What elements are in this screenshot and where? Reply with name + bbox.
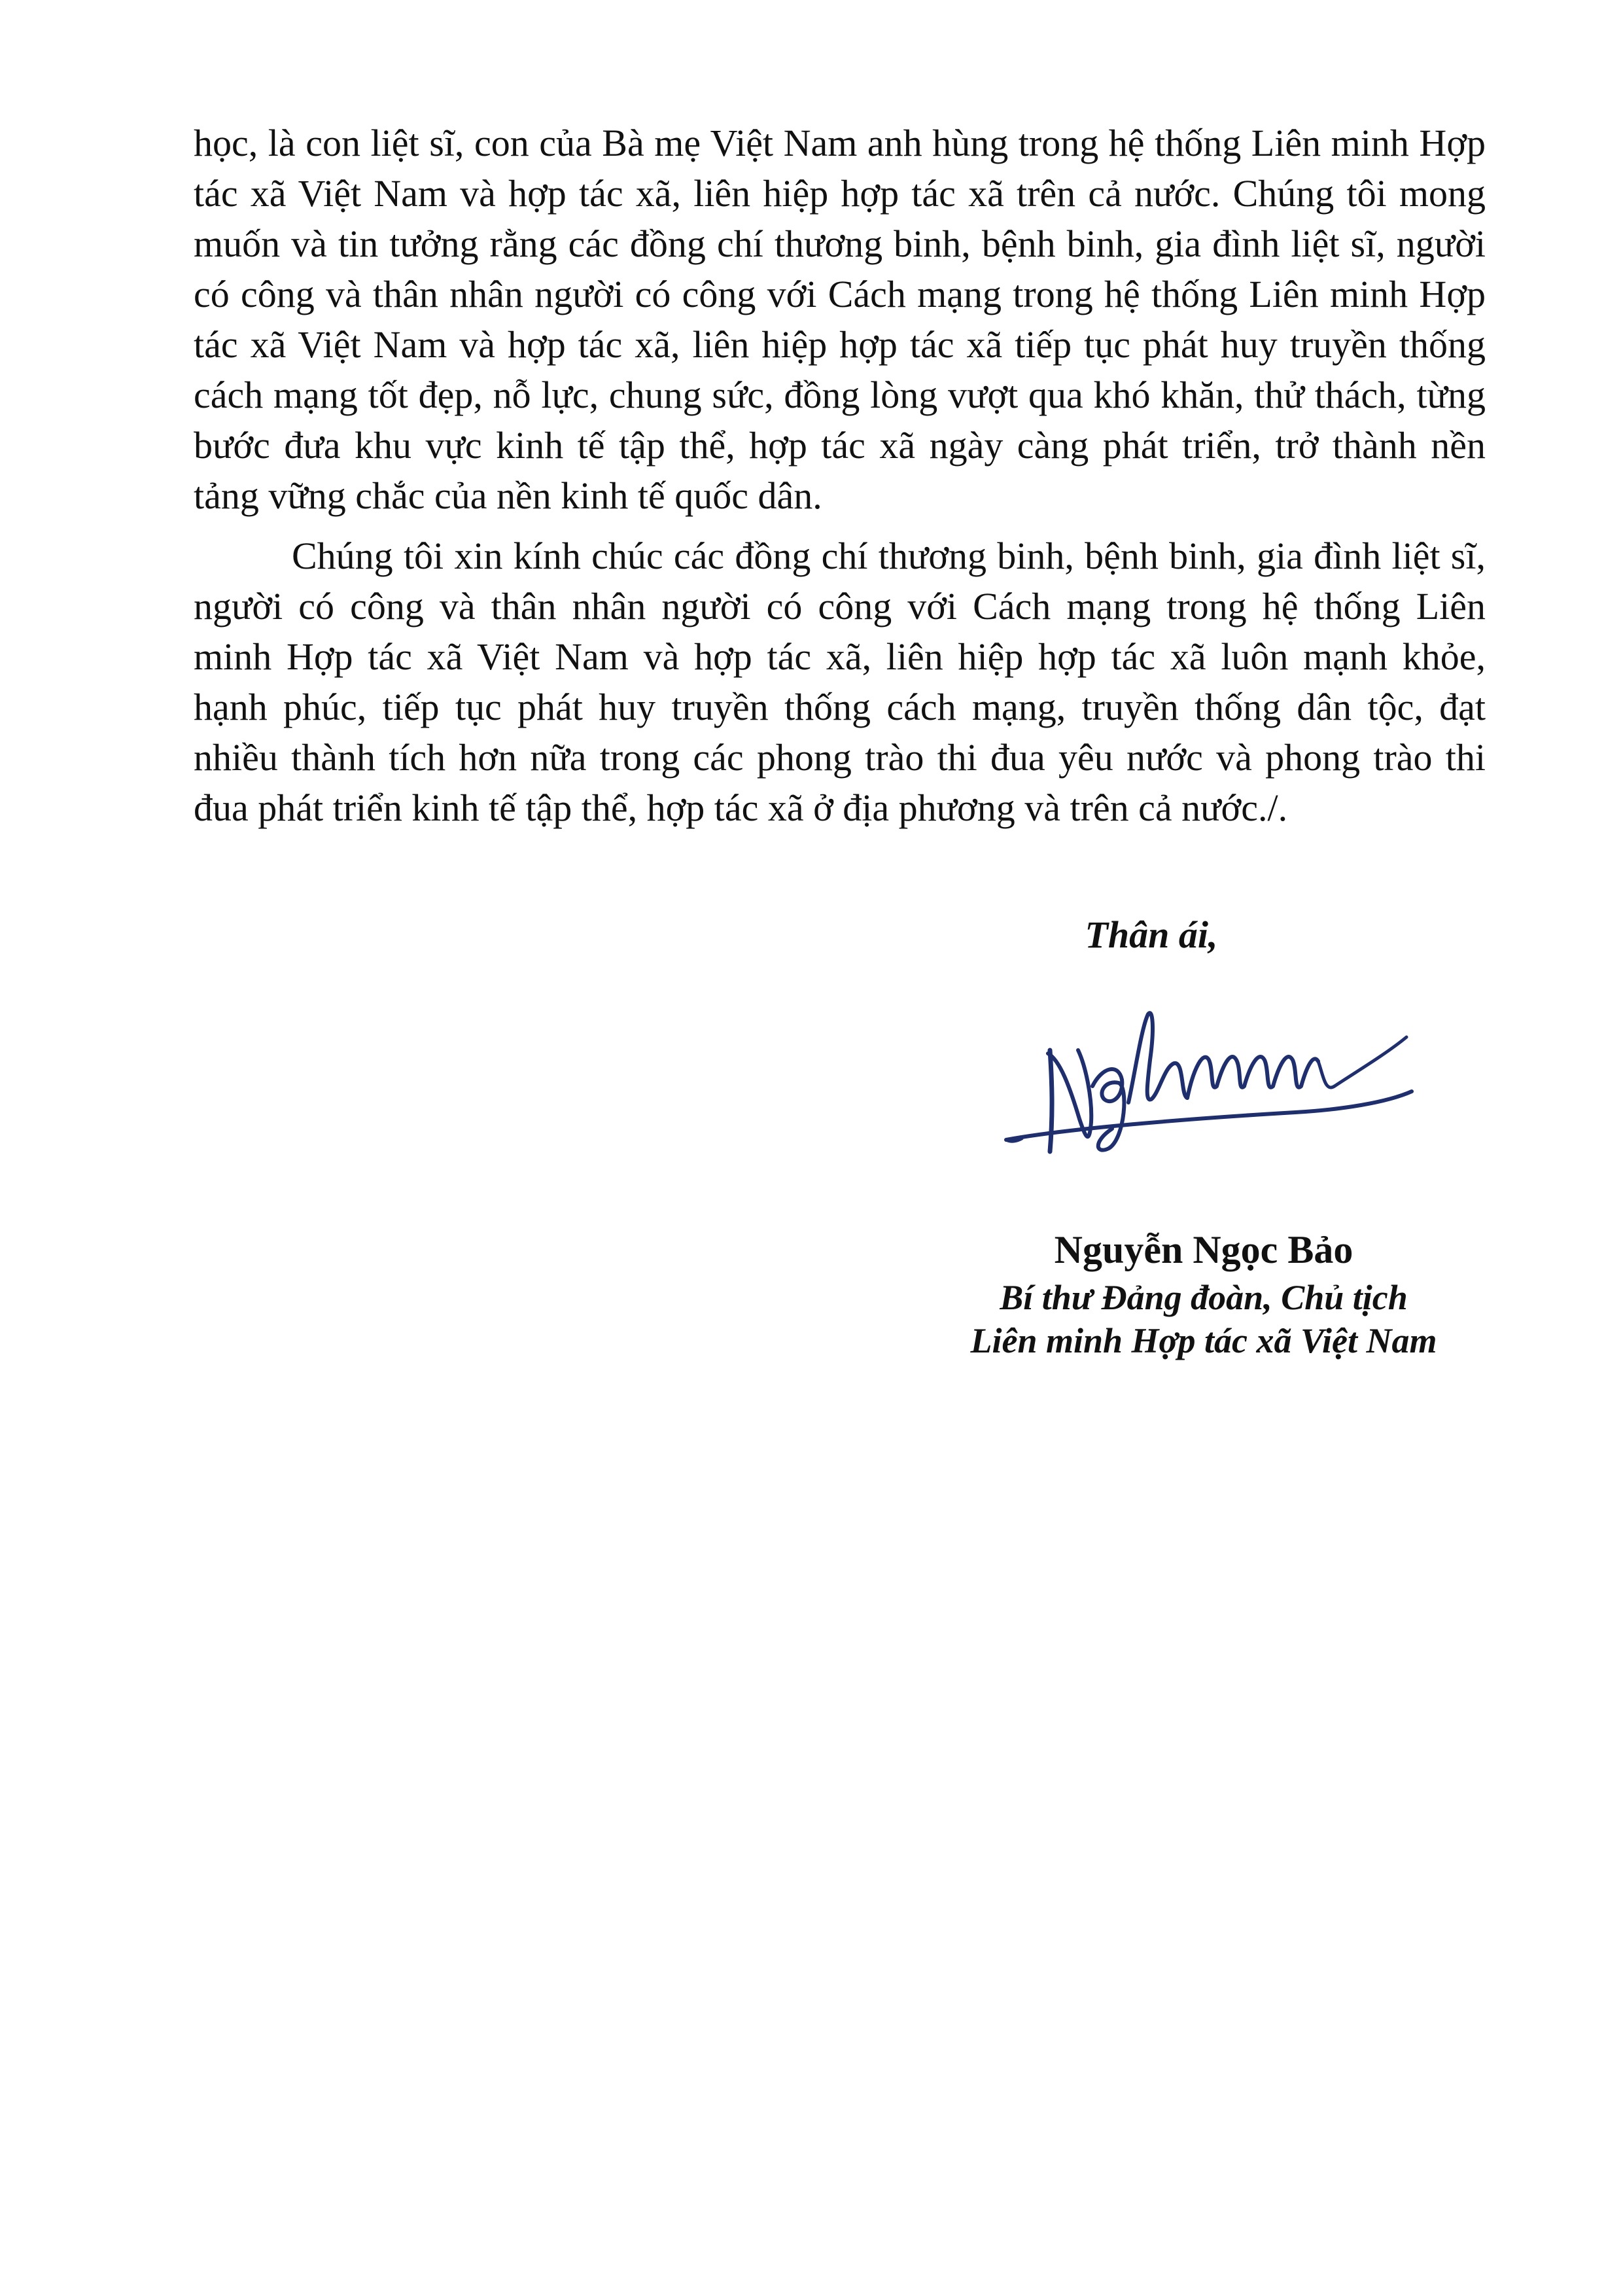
signer-block <box>850 1224 1557 1362</box>
paragraph-1-line: học, là con liệt sĩ, con của Bà mẹ Việt Nam anh hùng trong hệ thống Liên minh Hợp <box>194 122 1486 164</box>
paragraph-1-line: tảng vững chắc của nền kinh tế quốc dân. <box>194 474 822 517</box>
paragraph-1-line: cách mạng tốt đẹp, nỗ lực, chung sức, đồng lòng vượt qua khó khăn, thử thách, từng <box>194 374 1486 416</box>
paragraph-2-line: hạnh phúc, tiếp tục phát huy truyền thống cách mạng, truyền thống dân tộc, đạt <box>194 686 1486 728</box>
handwritten-signature <box>988 988 1420 1178</box>
paragraph-2-line: Chúng tôi xin kính chúc các đồng chí thương binh, bệnh binh, gia đình liệt sĩ, <box>292 535 1486 577</box>
paragraph-2 <box>194 531 1486 833</box>
paragraph-1-line: tác xã Việt Nam và hợp tác xã, liên hiệp hợp tác xã tiếp tục phát huy truyền thống <box>194 323 1486 366</box>
paragraph-2-line: minh Hợp tác xã Việt Nam và hợp tác xã, liên hiệp hợp tác xã luôn mạnh khỏe, <box>194 635 1486 678</box>
paragraph-1 <box>194 118 1486 521</box>
paragraph-1-line: có công và thân nhân người có công với Cách mạng trong hệ thống Liên minh Hợp <box>194 273 1486 315</box>
paragraph-1-line: tác xã Việt Nam và hợp tác xã, liên hiệp hợp tác xã trên cả nước. Chúng tôi mong <box>194 172 1486 215</box>
paragraph-1-line: muốn và tin tưởng rằng các đồng chí thương binh, bệnh binh, gia đình liệt sĩ, người <box>194 222 1486 265</box>
paragraph-2-line: người có công và thân nhân người có công với Cách mạng trong hệ thống Liên <box>194 585 1486 627</box>
paragraph-1-line: bước đưa khu vực kinh tế tập thể, hợp tác xã ngày càng phát triển, trở thành nền <box>194 424 1486 467</box>
closing-salutation: Thân ái, <box>1085 913 1218 956</box>
signer-title-line-1: Bí thư Đảng đoàn, Chủ tịch <box>1000 1278 1408 1317</box>
paragraph-2-line: nhiều thành tích hơn nữa trong các phong trào thi đua yêu nước và phong trào thi <box>194 736 1486 779</box>
paragraph-2-line: đua phát triển kinh tế tập thể, hợp tác xã ở địa phương và trên cả nước./. <box>194 786 1288 829</box>
letter-body <box>194 118 1486 833</box>
signer-name: Nguyễn Ngọc Bảo <box>1054 1228 1353 1271</box>
signer-title-line-2: Liên minh Hợp tác xã Việt Nam <box>970 1321 1437 1360</box>
